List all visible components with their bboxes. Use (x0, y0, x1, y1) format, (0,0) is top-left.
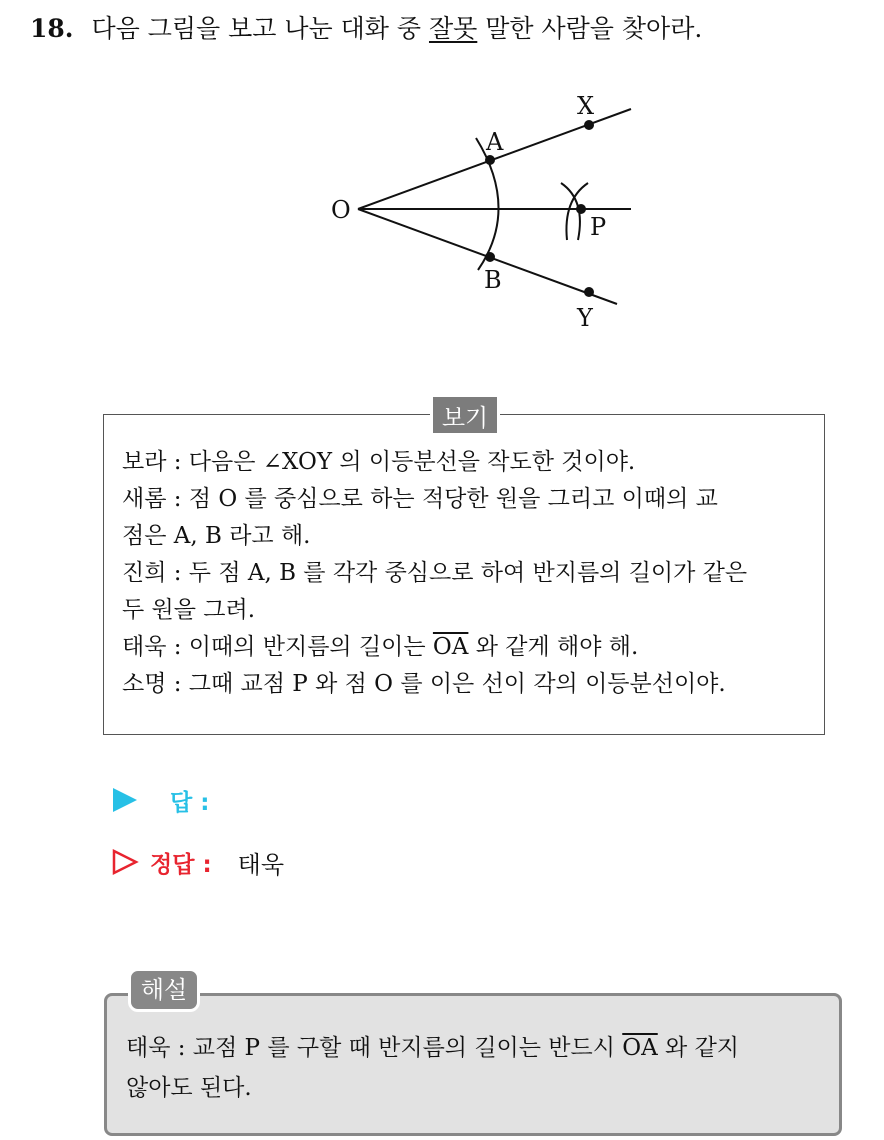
bogi-line-7: 소명 : 그때 교점 P 와 점 O 를 이은 선이 각의 이등분선이야. (122, 671, 726, 697)
question (30, 10, 860, 48)
point-p (576, 204, 586, 214)
label-p: P (590, 213, 607, 241)
point-y (584, 287, 594, 297)
correct-answer-value: 태욱 (237, 850, 285, 879)
bogi-content (122, 444, 822, 703)
question-text: 다음 그림을 보고 나눈 대화 중 (91, 14, 429, 43)
bogi-line-4: 진희 : 두 점 A, B 를 각각 중심으로 하여 반지름의 길이가 같은 (122, 560, 748, 586)
haeseol-line-1-start: 태욱 : 교점 P 를 구할 때 반지름의 길이는 반드시 (126, 1035, 623, 1061)
haeseol-line-2: 않아도 된다. (126, 1075, 252, 1101)
bogi-line-6 (122, 629, 822, 666)
label-a: A (486, 128, 504, 156)
bogi-title: 보기 (430, 394, 500, 436)
point-b (485, 252, 495, 262)
figure-svg (318, 80, 648, 340)
label-y: Y (577, 304, 593, 332)
angle-bisector-figure (318, 80, 648, 340)
segment-oa: $\overline{OA}$ (432, 634, 469, 660)
correct-answer-row (110, 842, 284, 882)
point-a (485, 155, 495, 165)
play-filled-icon (110, 785, 140, 815)
correct-answer-label: 정답 : (150, 851, 212, 878)
question-text-end: 말한 사람을 찾아라. (477, 14, 703, 43)
bogi-line-5: 두 원을 그려. (122, 597, 256, 623)
bogi-line-2: 새롬 : 점 O 를 중심으로 하는 적당한 원을 그리고 이때의 교 (122, 486, 718, 512)
haeseol-title: 해설 (128, 968, 200, 1012)
haeseol-segment-oa: $\overline{OA}$ (622, 1035, 658, 1061)
answer-row (110, 780, 209, 820)
haeseol-line-1-end: 와 같지 (657, 1035, 740, 1061)
question-emphasis: 잘못 (428, 14, 478, 43)
haeseol-content (126, 1028, 836, 1108)
bogi-line-6-start: 태욱 : 이때의 반지름의 길이는 (122, 634, 433, 660)
bogi-line-3: 점은 A, B 라고 해. (122, 523, 311, 549)
label-o: O (331, 196, 351, 224)
haeseol-line-1 (126, 1028, 836, 1068)
bogi-line-1: 보라 : 다음은 ∠XOY 의 이등분선을 작도한 것이야. (122, 449, 636, 475)
point-x (584, 120, 594, 130)
label-x: X (577, 92, 595, 120)
play-outline-icon (110, 847, 140, 877)
label-b: B (484, 266, 502, 294)
question-number: 18. (30, 14, 74, 43)
answer-label: 답 : (170, 789, 210, 816)
bogi-line-6-end: 와 같게 해야 해. (468, 634, 639, 660)
